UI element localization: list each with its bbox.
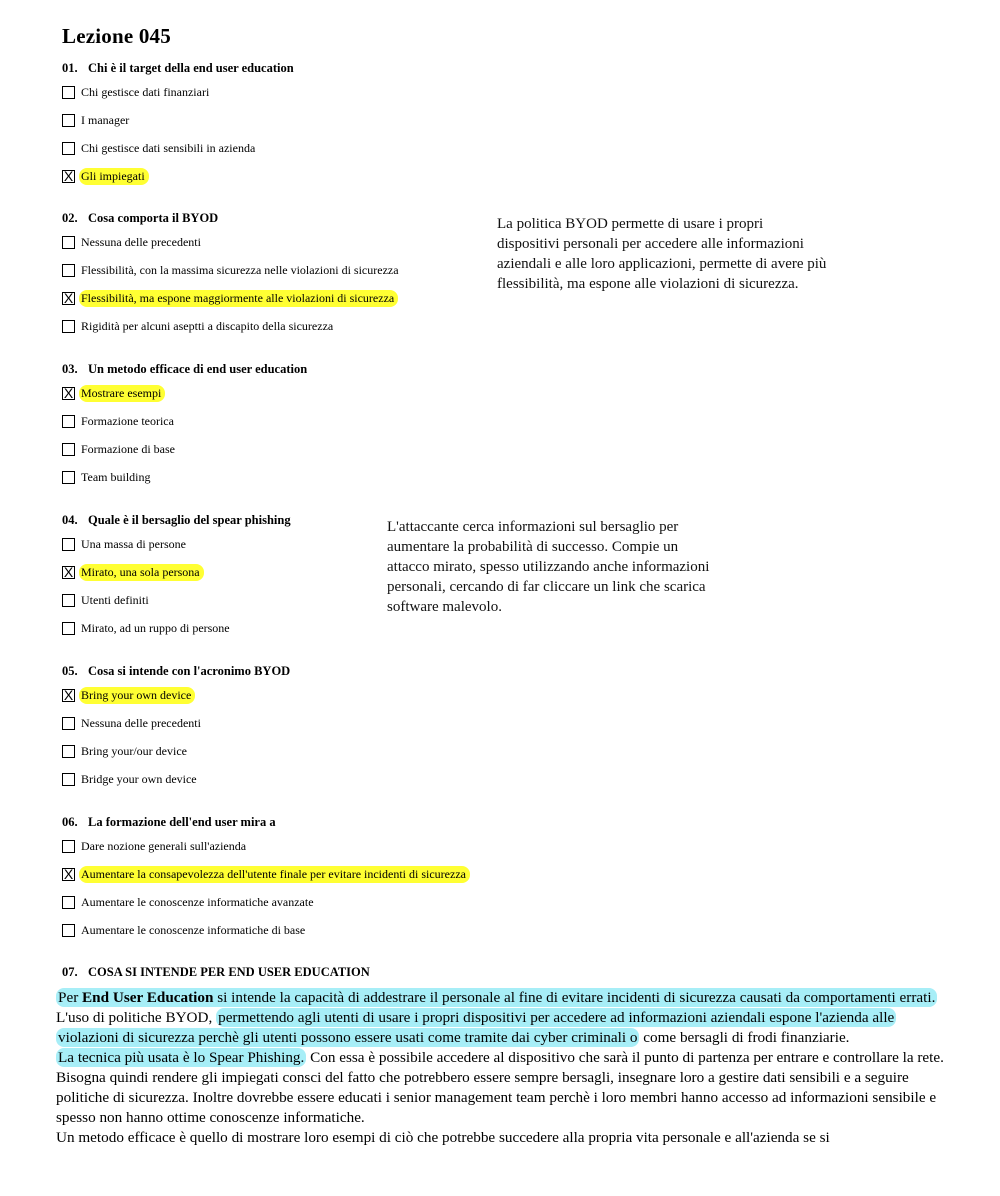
option-label: Dare nozione generali sull'azienda xyxy=(81,838,247,853)
answer-option[interactable] xyxy=(62,435,522,463)
option-label: Aumentare le conoscenze informatiche avanzate xyxy=(81,894,314,909)
option-label: Flessibilità, con la massima sicurezza nelle violazioni di sicurezza xyxy=(81,262,399,277)
checkbox[interactable] xyxy=(62,471,75,484)
option-label: Chi gestisce dati finanziari xyxy=(81,84,210,99)
checkbox[interactable] xyxy=(62,924,75,937)
answer-term: End User Education xyxy=(82,989,214,1006)
check-mark: X xyxy=(63,384,74,401)
question-heading xyxy=(62,812,662,832)
answer-paragraph xyxy=(56,988,956,1008)
byod-note: La politica BYOD permette di usare i propri dispositivi personali per accedere alle informazioni aziendali e alle loro applicazioni, permette di avere più flessibilità, ma espone alle violazioni di sicurezza. xyxy=(497,216,827,292)
option-label: Nessuna delle precedenti xyxy=(81,234,201,249)
highlight xyxy=(56,988,937,1007)
question-text: Un metodo efficace di end user education xyxy=(88,362,308,376)
option-label: Chi gestisce dati sensibili in azienda xyxy=(81,140,256,155)
answer-paragraph: Bisogna quindi rendere gli impiegati consci del fatto che potrebbero essere sempre bersagli, insegnare loro a gestire dati sensibili e a seguire politiche di sicurezza. Inoltre dovrebbe essere educati i senior management team perchè i loro membri hanno accesso ad informazioni sensibile e spesso non hanno ottime conoscenze informatiche. xyxy=(56,1069,937,1126)
checkbox-checked[interactable] xyxy=(62,563,75,580)
highlight: permettendo agli utenti di usare i propri dispositivi per accedere ad informazioni aziendali espone l'azienda alle violazioni di sicurezza perchè gli utenti possono essere usati come tramite dai cyber criminali o xyxy=(58,1009,895,1046)
question-text: La formazione dell'end user mira a xyxy=(88,815,276,829)
checkbox[interactable] xyxy=(62,745,75,758)
option-label: Mostrare esempi xyxy=(79,385,165,402)
answer-option[interactable] xyxy=(62,765,522,793)
answer-option-selected[interactable] xyxy=(62,284,522,312)
question-number: 05. xyxy=(62,664,78,678)
checkbox[interactable] xyxy=(62,264,75,277)
answer-option-selected[interactable] xyxy=(62,681,522,709)
question-text: COSA SI INTENDE PER END USER EDUCATION xyxy=(88,965,370,979)
checkbox[interactable] xyxy=(62,443,75,456)
check-mark: X xyxy=(63,289,74,306)
question-heading xyxy=(62,661,522,681)
option-label: Utenti definiti xyxy=(81,592,149,607)
question-heading xyxy=(62,359,522,379)
answer-text: Con essa è possibile accedere al dispositivo che sarà il punto di partenza per entrare e controllare la rete. xyxy=(306,1049,944,1066)
answer-option[interactable] xyxy=(62,134,522,162)
checkbox-checked[interactable] xyxy=(62,384,75,401)
check-mark: X xyxy=(63,865,74,882)
open-answer xyxy=(56,988,956,1148)
option-label: Flessibilità, ma espone maggiormente alle violazioni di sicurezza xyxy=(79,290,398,307)
answer-paragraph xyxy=(56,1048,956,1068)
answer-option[interactable] xyxy=(62,888,662,916)
answer-option[interactable] xyxy=(62,916,662,944)
question-text: Cosa comporta il BYOD xyxy=(88,211,219,225)
question-heading xyxy=(62,208,522,228)
checkbox[interactable] xyxy=(62,142,75,155)
question-01 xyxy=(62,58,522,190)
option-label: Bridge your own device xyxy=(81,771,197,786)
option-label: Formazione teorica xyxy=(81,413,174,428)
checkbox[interactable] xyxy=(62,594,75,607)
answer-option[interactable] xyxy=(62,832,662,860)
answer-paragraph xyxy=(56,1008,956,1048)
option-label: Mirato, ad un ruppo di persone xyxy=(81,620,230,635)
question-number: 07. xyxy=(62,965,78,979)
option-label: Bring your own device xyxy=(79,687,195,704)
checkbox[interactable] xyxy=(62,622,75,635)
option-label: Formazione di base xyxy=(81,441,175,456)
answer-option[interactable] xyxy=(62,106,522,134)
checkbox[interactable] xyxy=(62,840,75,853)
checkbox[interactable] xyxy=(62,538,75,551)
option-label: Una massa di persone xyxy=(81,536,186,551)
answer-option-selected[interactable] xyxy=(62,379,522,407)
checkbox[interactable] xyxy=(62,236,75,249)
question-02 xyxy=(62,208,522,340)
checkbox-checked[interactable] xyxy=(62,289,75,306)
answer-option[interactable] xyxy=(62,463,522,491)
question-heading xyxy=(62,58,522,78)
check-mark: X xyxy=(63,686,74,703)
option-label: Aumentare le conoscenze informatiche di base xyxy=(81,922,306,937)
option-label: I manager xyxy=(81,112,130,127)
answer-option-selected[interactable] xyxy=(62,162,522,190)
question-03 xyxy=(62,359,522,491)
answer-text: come bersagli di frodi finanziarie. xyxy=(639,1029,850,1046)
answer-option[interactable] xyxy=(62,256,522,284)
question-05 xyxy=(62,661,522,793)
checkbox[interactable] xyxy=(62,415,75,428)
checkbox[interactable] xyxy=(62,86,75,99)
question-text: Chi è il target della end user education xyxy=(88,61,294,75)
question-text: Cosa si intende con l'acronimo BYOD xyxy=(88,664,291,678)
page-title: Lezione 045 xyxy=(62,24,171,48)
question-06 xyxy=(62,812,662,944)
checkbox[interactable] xyxy=(62,114,75,127)
answer-option[interactable] xyxy=(62,614,522,642)
spear-phishing-note: L'attaccante cerca informazioni sul bersaglio per aumentare la probabilità di successo. Compie un attacco mirato, spesso utilizzando anche informazioni personali, cercando di far cliccare un link che scarica software malevolo. xyxy=(387,519,710,615)
option-label: Mirato, una sola persona xyxy=(79,564,204,581)
question-text: Quale è il bersaglio del spear phishing xyxy=(88,513,291,527)
answer-option[interactable] xyxy=(62,228,522,256)
answer-option[interactable] xyxy=(62,78,522,106)
answer-option[interactable] xyxy=(62,737,522,765)
option-label: Nessuna delle precedenti xyxy=(81,715,201,730)
answer-option[interactable] xyxy=(62,709,522,737)
answer-option-selected[interactable] xyxy=(62,860,662,888)
option-label: Aumentare la consapevolezza dell'utente finale per evitare incidenti di sicurezza xyxy=(79,866,470,883)
answer-text: L'uso di politiche BYOD, xyxy=(56,1009,217,1026)
answer-text: si intende la capacità di addestrare il personale al fine di evitare incidenti di sicurezza causati da comportamenti errati. xyxy=(213,989,936,1006)
answer-text: Per xyxy=(58,989,83,1006)
question-number: 01. xyxy=(62,61,78,75)
question-number: 04. xyxy=(62,513,78,527)
option-label: Bring your/our device xyxy=(81,743,187,758)
checkbox[interactable] xyxy=(62,717,75,730)
option-label: Gli impiegati xyxy=(79,168,149,185)
answer-option[interactable] xyxy=(62,312,522,340)
highlight: La tecnica più usata è lo Spear Phishing. xyxy=(58,1049,305,1066)
option-label: Rigidità per alcuni aseptti a discapito della sicurezza xyxy=(81,318,334,333)
option-label: Team building xyxy=(81,469,151,484)
check-mark: X xyxy=(63,563,74,580)
question-number: 06. xyxy=(62,815,78,829)
checkbox[interactable] xyxy=(62,320,75,333)
checkbox-checked[interactable] xyxy=(62,686,75,703)
question-number: 02. xyxy=(62,211,78,225)
checkbox[interactable] xyxy=(62,773,75,786)
question-heading xyxy=(62,962,522,982)
checkbox-checked[interactable] xyxy=(62,865,75,882)
question-07 xyxy=(62,962,522,982)
question-number: 03. xyxy=(62,362,78,376)
checkbox[interactable] xyxy=(62,896,75,909)
check-mark: X xyxy=(63,167,74,184)
checkbox-checked[interactable] xyxy=(62,167,75,184)
answer-option[interactable] xyxy=(62,407,522,435)
answer-paragraph: Un metodo efficace è quello di mostrare loro esempi di ciò che potrebbe succedere alla propria vita personale e all'azienda se si xyxy=(56,1129,830,1146)
